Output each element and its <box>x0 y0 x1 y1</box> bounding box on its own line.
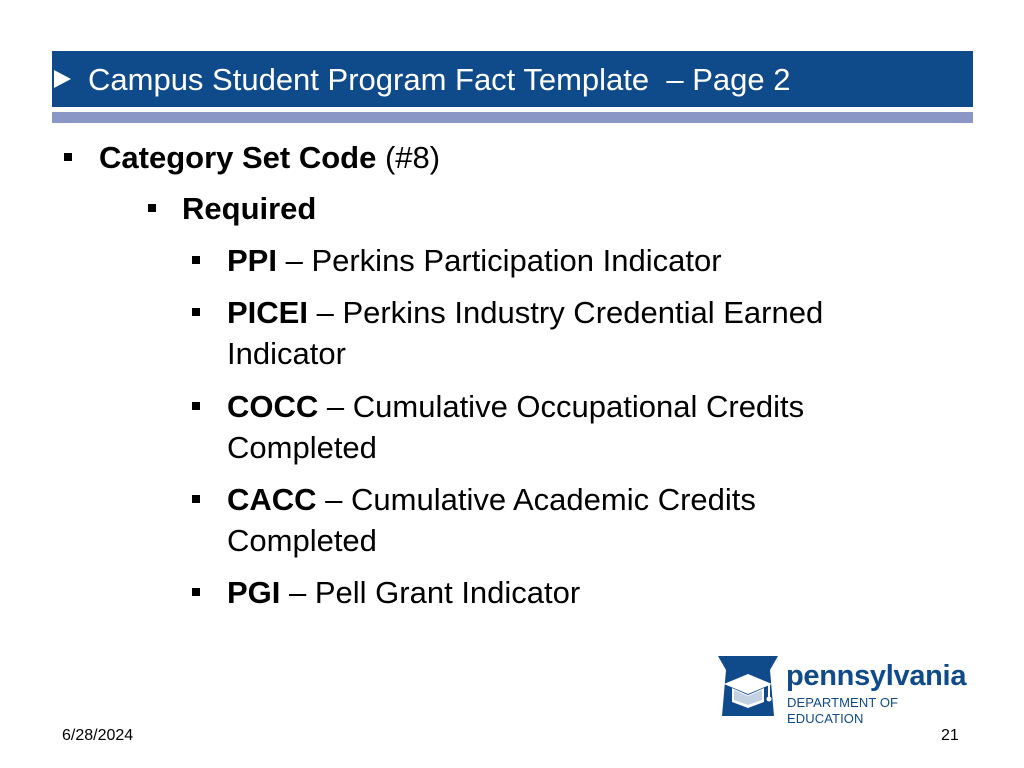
bullet-icon <box>192 256 200 264</box>
list-item-picei <box>227 293 823 333</box>
keystone-graduation-cap-icon <box>716 654 780 718</box>
item-separator: – <box>316 482 352 517</box>
list-item-ppi <box>227 241 722 281</box>
item-separator: – <box>276 243 312 278</box>
slide-number: 21 <box>941 727 959 744</box>
item-description-continued: Completed <box>227 430 377 465</box>
item-separator: – <box>280 575 315 610</box>
item-code: PPI <box>227 243 277 278</box>
list-item-pgi <box>227 573 580 613</box>
list-item-cacc <box>227 480 756 520</box>
bullet-icon <box>192 588 200 596</box>
item-description-continued: Indicator <box>227 336 346 371</box>
item-code: PGI <box>227 575 281 610</box>
footer-date: 6/28/2024 <box>62 727 134 744</box>
item-code: COCC <box>227 389 319 424</box>
bullet-icon <box>192 308 200 316</box>
bullet-icon <box>64 153 72 161</box>
bullet-category-set-code <box>99 138 440 178</box>
item-description: Perkins Industry Credential Earned <box>342 295 824 330</box>
item-code: PICEI <box>227 295 308 330</box>
bullet-icon <box>148 204 156 212</box>
item-separator: – <box>318 389 353 424</box>
category-set-code-label: Category Set Code <box>99 140 377 175</box>
item-description-continued: Completed <box>227 523 377 558</box>
item-description: Perkins Participation Indicator <box>311 243 722 278</box>
item-code: CACC <box>227 482 317 517</box>
logo-state-name: pennsylvania <box>786 660 967 692</box>
bullet-icon <box>192 402 200 410</box>
item-description: Pell Grant Indicator <box>314 575 581 610</box>
pennsylvania-education-logo <box>716 654 978 726</box>
title-arrow-icon <box>54 70 71 88</box>
list-item-cocc <box>227 387 804 427</box>
slide-title: Campus Student Program Fact Template – Page 2 <box>88 62 791 97</box>
item-description: Cumulative Occupational Credits <box>352 389 805 424</box>
item-separator: – <box>307 295 343 330</box>
bullet-required: Required <box>182 191 317 226</box>
item-description: Cumulative Academic Credits <box>351 482 756 517</box>
logo-department-name: DEPARTMENT OF EDUCATION <box>787 695 899 726</box>
category-set-code-number: (#8) <box>376 140 441 175</box>
title-underline-bar <box>52 112 973 123</box>
bullet-icon <box>192 495 200 503</box>
